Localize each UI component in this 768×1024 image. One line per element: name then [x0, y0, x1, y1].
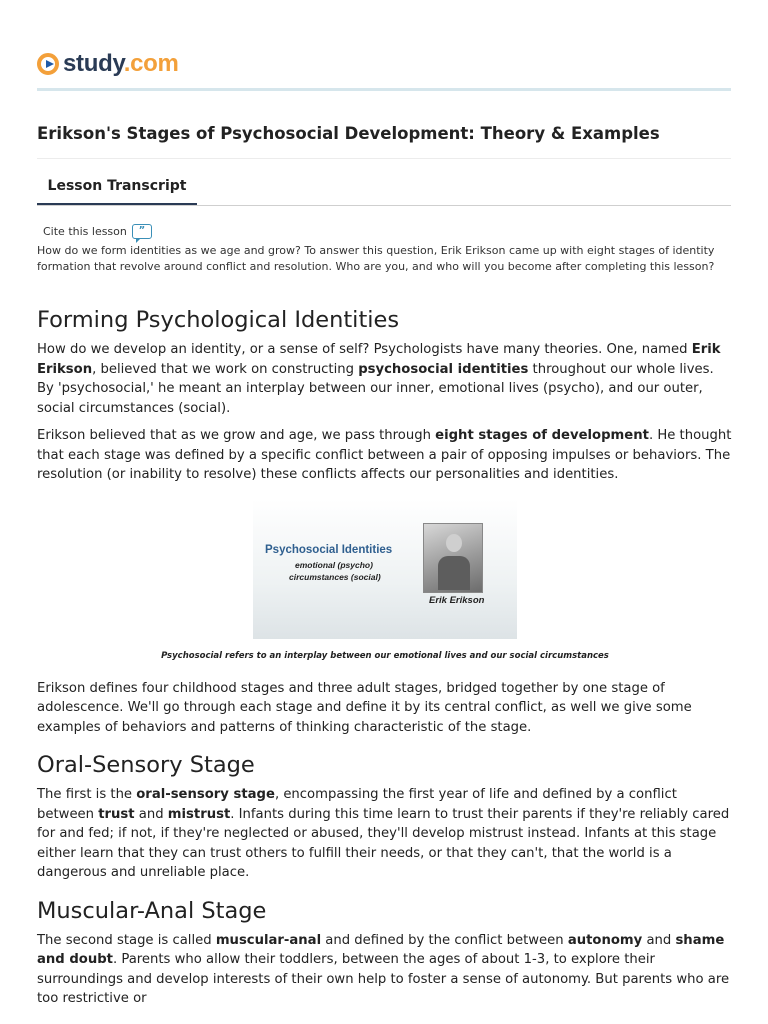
lesson-intro: How do we form identities as we age and grow? To answer this question, Erik Erikson came up with eight stages of identity formation that revolve around conflict and resolution. Who are you, and who will you become after completing this lesson? — [37, 244, 715, 273]
tab-lesson-transcript[interactable]: Lesson Transcript — [37, 178, 197, 205]
section-heading: Oral-Sensory Stage — [37, 752, 255, 778]
paragraph: Erikson defines four childhood stages and three adult stages, bridged together by one stage of adolescence. We'll go through each stage and define it by its central conflict, as well we give some examples of behaviors and patterns of thinking characteristic of the stage. — [37, 680, 692, 735]
cite-lesson-link[interactable] — [43, 224, 152, 239]
portrait-photo — [423, 523, 483, 593]
figure-title: Psychosocial Identities — [265, 543, 393, 556]
page-title: Erikson's Stages of Psychosocial Development: Theory & Examples — [37, 124, 660, 143]
title-divider — [37, 158, 731, 159]
cite-label: Cite this lesson — [43, 225, 127, 238]
paragraph: The second stage is called muscular-anal and defined by the conflict between autonomy and shame and doubt. Parents who allow their toddlers, between the ages of about 1-3, to explore their surroundings and develop interests of their own help to foster a sense of autonomy. But parents who are too restrictive or — [37, 932, 730, 1006]
figure-image — [253, 499, 517, 639]
section-heading: Forming Psychological Identities — [37, 307, 400, 333]
section-heading: Muscular-Anal Stage — [37, 897, 267, 924]
tab-divider — [37, 205, 731, 206]
site-logo[interactable]: study.com — [63, 50, 179, 77]
figure-name: Erik Erikson — [429, 594, 485, 606]
figure-text: circumstances (social) — [289, 571, 381, 582]
figure-text: emotional (psycho) — [295, 559, 373, 570]
paragraph: Erikson believed that as we grow and age, we pass through eight stages of development. He thought that each stage was defined by a specific conflict between a pair of opposing impulses or behaviors. The resolution (or inability to resolve) these conflicts affects our personalities and identities. — [37, 428, 732, 482]
paragraph: The first is the oral-sensory stage, encompassing the first year of life and defined by a conflict between trust and mistrust. Infants during this time learn to trust their parents if they're reliably cared for and fed; if not, if they're neglected or abused, they'll develop mistrust instead. Infants at this stage either learn that they can trust others to fulfill their needs, or that they can't, that the world is a dangerous and unreliable place. — [37, 787, 730, 880]
paragraph: How do we develop an identity, or a sense of self? Psychologists have many theories. One, named Erik Erikson, believed that we work on constructing psychosocial identities throughout our whole lives. By 'psychosocial,' he meant an interplay between our inner, emotional lives (psycho), and our outer, social circumstances (social). — [37, 342, 721, 416]
quote-bubble-icon: ” — [132, 224, 152, 239]
lesson-content — [37, 304, 733, 1009]
site-header[interactable] — [37, 48, 179, 80]
play-circle-icon — [37, 53, 59, 75]
figure-caption: Psychosocial refers to an interplay between our emotional lives and our social circumstances — [161, 650, 609, 661]
header-divider — [37, 88, 731, 91]
